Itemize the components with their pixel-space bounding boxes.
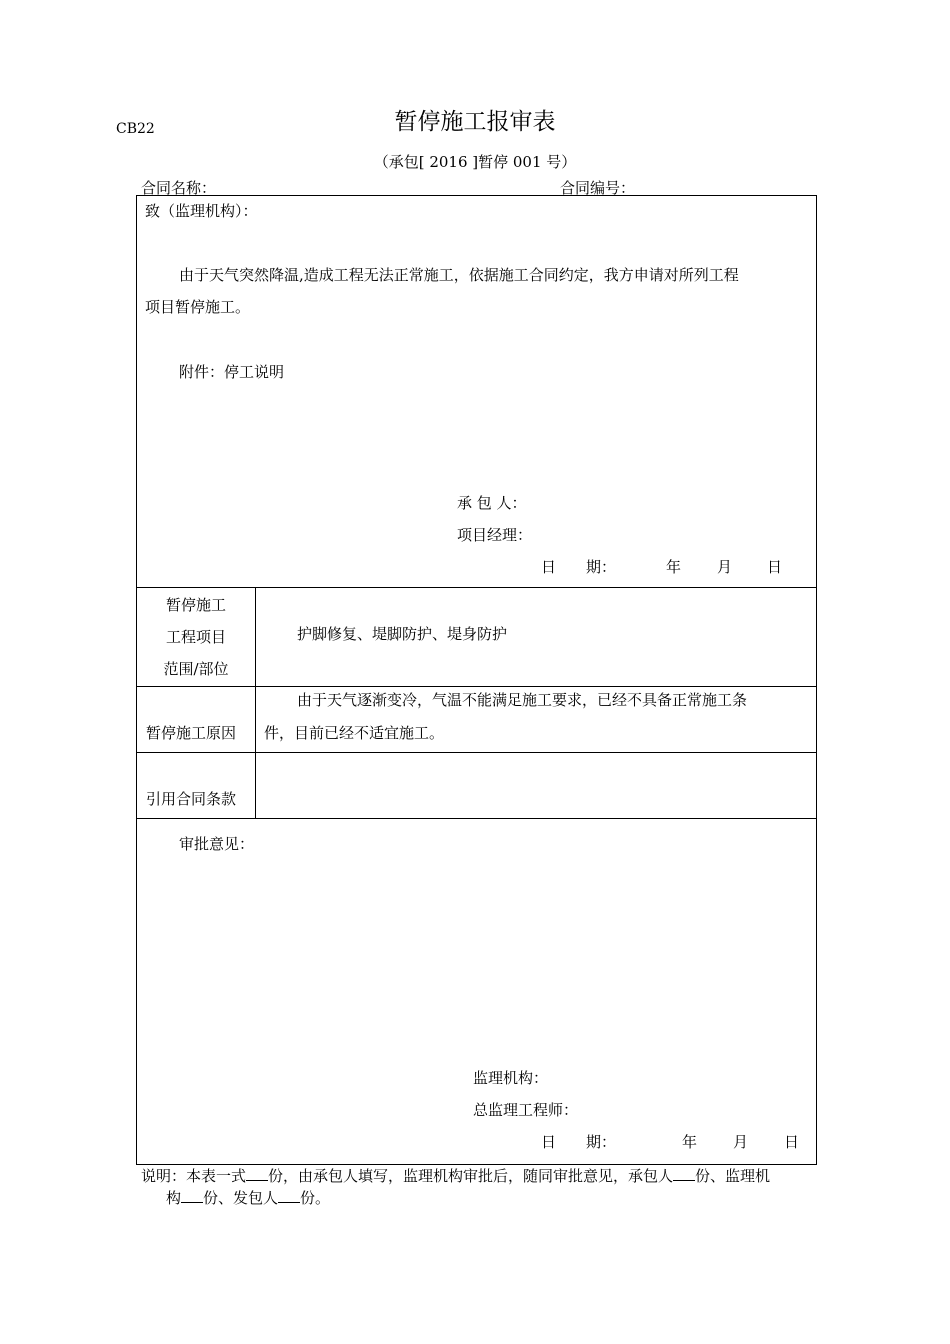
document-title: 暂停施工报审表 [394, 109, 556, 135]
clause-value-cell [256, 753, 817, 819]
application-day-label: 日 [767, 558, 783, 576]
approval-opinion-label: 审批意见： [179, 835, 255, 853]
scope-label-cell [137, 588, 256, 687]
approval-day-label: 日 [784, 1133, 800, 1151]
attachment-label: 附件：停工说明 [179, 363, 285, 381]
clause-label: 引用合同条款 [146, 790, 237, 808]
approval-section [137, 819, 817, 1165]
application-body-line1: 由于天气突然降温,造成工程无法正常施工，依据施工合同约定，我方申请对所列工程 [179, 266, 739, 284]
application-date-label: 日 期： [541, 558, 617, 576]
scope-label-line3: 范围/部位 [163, 660, 229, 678]
application-year-label: 年 [666, 558, 682, 576]
reason-line1: 由于天气逐渐变冷，气温不能满足施工要求，已经不具备正常施工条 [297, 691, 748, 709]
note-text-2b: 份、发包人 [203, 1189, 279, 1207]
approval-form-table [136, 195, 817, 1165]
copies-blank-employer [278, 1188, 300, 1203]
note-line2 [166, 1187, 330, 1208]
copies-blank-contractor [673, 1166, 695, 1181]
contract-number-label: 合同编号： [560, 179, 636, 197]
reason-line2: 件，目前已经不适宜施工。 [264, 724, 445, 742]
note-text-1b: 份，由承包人填写，监理机构审批后，随同审批意见，承包人 [268, 1167, 674, 1185]
application-section [137, 196, 817, 588]
copies-blank-agency [181, 1188, 203, 1203]
reason-label: 暂停施工原因 [146, 724, 237, 742]
note-text-1c: 份、监理机 [695, 1167, 771, 1185]
contractor-label: 承 包 人： [457, 494, 527, 512]
project-manager-label: 项目经理： [457, 526, 533, 544]
approval-month-label: 月 [733, 1133, 749, 1151]
approval-year-label: 年 [682, 1133, 698, 1151]
scope-value: 护脚修复、堤脚防护、堤身防护 [297, 625, 508, 643]
note-text-1a: 说明：本表一式 [141, 1167, 247, 1185]
scope-value-cell [256, 588, 817, 687]
note-text-2c: 份。 [300, 1189, 331, 1207]
form-code: CB22 [116, 121, 155, 137]
note-text-2a: 构 [166, 1189, 182, 1207]
document-number: （承包[ 2016 ]暂停 001 号） [373, 153, 577, 171]
copies-blank-total [246, 1166, 268, 1181]
application-body-line2: 项目暂停施工。 [145, 298, 251, 316]
scope-label-line2: 工程项目 [165, 628, 226, 646]
reason-label-cell [137, 687, 256, 753]
chief-supervisor-label: 总监理工程师： [473, 1101, 579, 1119]
application-month-label: 月 [717, 558, 733, 576]
note-line1 [141, 1165, 770, 1186]
supervision-agency-label: 监理机构： [473, 1069, 549, 1087]
reason-value-cell [256, 687, 817, 753]
clause-label-cell [137, 753, 256, 819]
to-supervisor-label: 致（监理机构）： [145, 202, 258, 220]
approval-date-label: 日 期： [541, 1133, 617, 1151]
contract-name-label: 合同名称： [141, 179, 217, 197]
scope-label-line1: 暂停施工 [165, 596, 226, 614]
